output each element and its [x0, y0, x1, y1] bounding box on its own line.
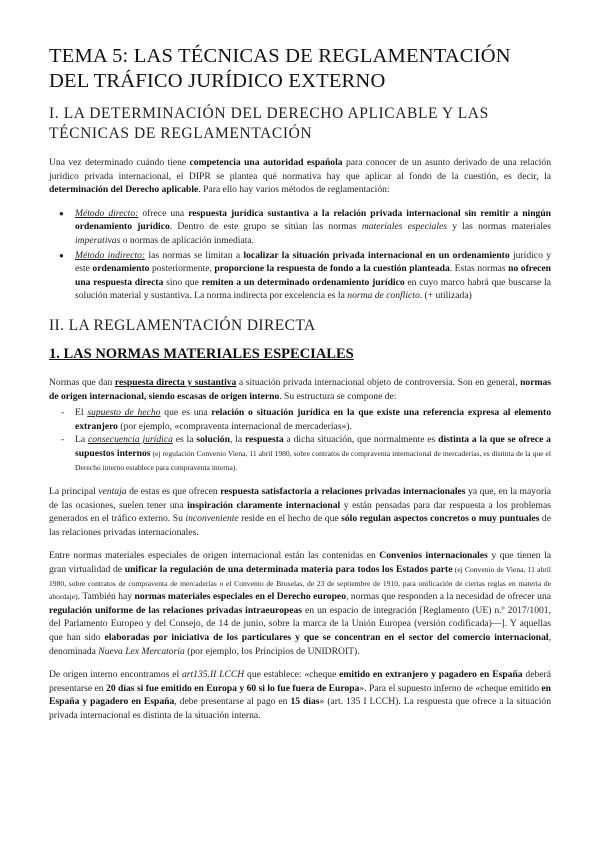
intro-paragraph: Una vez determinado cuándo tiene competencia una autoridad española para conocer de un asunto derivado de una relación jurídico privada internacional, el DIPR se plantea qué normativa hay que aplicar al fondo de la cuestión, es decir, la determinación del Derecho aplicable. Para ello hay varios métodos de reglamentación: [49, 157, 552, 196]
list-item-consecuencia: - La consecuencia jurídica es la solución, la respuesta a dicha situación, que normalmente es distinta a la que se ofrece a supuestos internos (ej regulación Convenio Viena, 11 abril 1980, sobre contratos de compraventa internacional de mercaderías, es distinta de la que el Derecho interno establece para compraventa interna). [61, 434, 551, 472]
bullet-icon: ● [59, 250, 64, 260]
methods-list [49, 207, 551, 303]
paragraph-internal-origin: De origen interno encontramos el art135.II LCCH que establece: «cheque emitido en extranjero y pagadero en España deberá presentarse en 20 días si fue emitido en Europa y 60 si lo fue fuera de Europa». Para el supuesto inferno de «cheque emitido en España y pagadero en España, debe presentarse al pago en 15 días» (art. 135 I LCCH). La respuesta que ofrece a la situación privada internacional es distinta de la situación interna. [49, 669, 551, 721]
structure-list [49, 406, 551, 474]
list-item-direct-method: ● Método directo: ofrece una respuesta jurídica sustantiva a la relación privada internacional sin remitir a ningún ordenamiento jurídico. Dentro de este grupo se sitúan las normas materiales especiales y las normas materiales imperativas o normas de aplicación inmediata. [59, 207, 551, 246]
paragraph-international-origin: Entre normas materiales especiales de origen internacional están las contenidas en Convenios internacionales y que tienen la gran virtualidad de unificar la regulación de una determinada materia para todos los Estados parte (ej Convenio de Viena, 11 abril 1980, sobre contratos de compraventa de mercaderías o el Convenio de Bruselas, de 23 de septiembre de 1910, para unificación de ciertas reglas en materia de abordaje). También hay normas materiales especiales en el Derecho europeo, normas que responden a la necesidad de ofrecer una regulación uniforme de las relaciones privadas intraeuropeas en un espacio de integración [Reglamento (UE) n.º 2017/1001, del Parlamento Europeo y del Consejo, de 14 de junio, sobre la marca de la Unión Europea (versión codificada)—]. Y aquellas que han sido elaboradas por iniciativa de los particulares y que se concentran en el sector del comercio internacional, denominada Nueva Lex Mercatoria (por ejemplo, los Principios de UNIDROIT). [49, 550, 552, 657]
section-1-heading: I. LA DETERMINACIÓN DEL DERECHO APLICABLE Y LAS TÉCNICAS DE REGLAMENTACIÓN [49, 105, 489, 142]
subsection-1-heading: 1. LAS NORMAS MATERIALES ESPECIALES [49, 345, 354, 362]
paragraph-advantages: La principal ventaja de estas es que ofrecen respuesta satisfactoria a relaciones privadas internacionales ya que, en la mayoría de las ocasiones, suelen tener una inspiración claramente internacional y están pensadas para dar respuesta a los problemas generados en el tráfico externo. Su inconveniente reside en el hecho de que sólo regulan aspectos concretos o muy puntuales de las relaciones privadas internacionales. [49, 486, 551, 538]
list-item-supuesto: - El supuesto de hecho que es una relación o situación jurídica en la que existe una referencia expresa al elemento extranjero (por ejemplo, «compraventa internacional de mercaderías»). [61, 407, 551, 432]
section-2-heading: II. LA REGLAMENTACIÓN DIRECTA [49, 316, 316, 334]
paragraph-definition: Normas que dan respuesta directa y sustantiva a situación privada internacional objeto de controversia. Son en general, normas de origen internacional, siendo escasas de origen interno. Su estructura se compone de: [49, 376, 551, 402]
bullet-icon: ● [59, 208, 64, 218]
document-title: TEMA 5: LAS TÉCNICAS DE REGLAMENTACIÓN DEL TRÁFICO JURÍDICO EXTERNO [49, 45, 511, 92]
list-item-indirect-method: ● Método indirecto: las normas se limitan a localizar la situación privada internacional en un ordenamiento jurídico y este ordenamiento posteriormente, proporcione la respuesta de fondo a la cuestión planteada. Estas normas no ofrecen una respuesta directa sino que remiten a un determinado ordenamiento jurídico en cuyo marco habrá que buscarse la solución material y sustantiva. La norma indirecta por excelencia es la norma de conflicto. (+ utilizada) [59, 249, 551, 302]
